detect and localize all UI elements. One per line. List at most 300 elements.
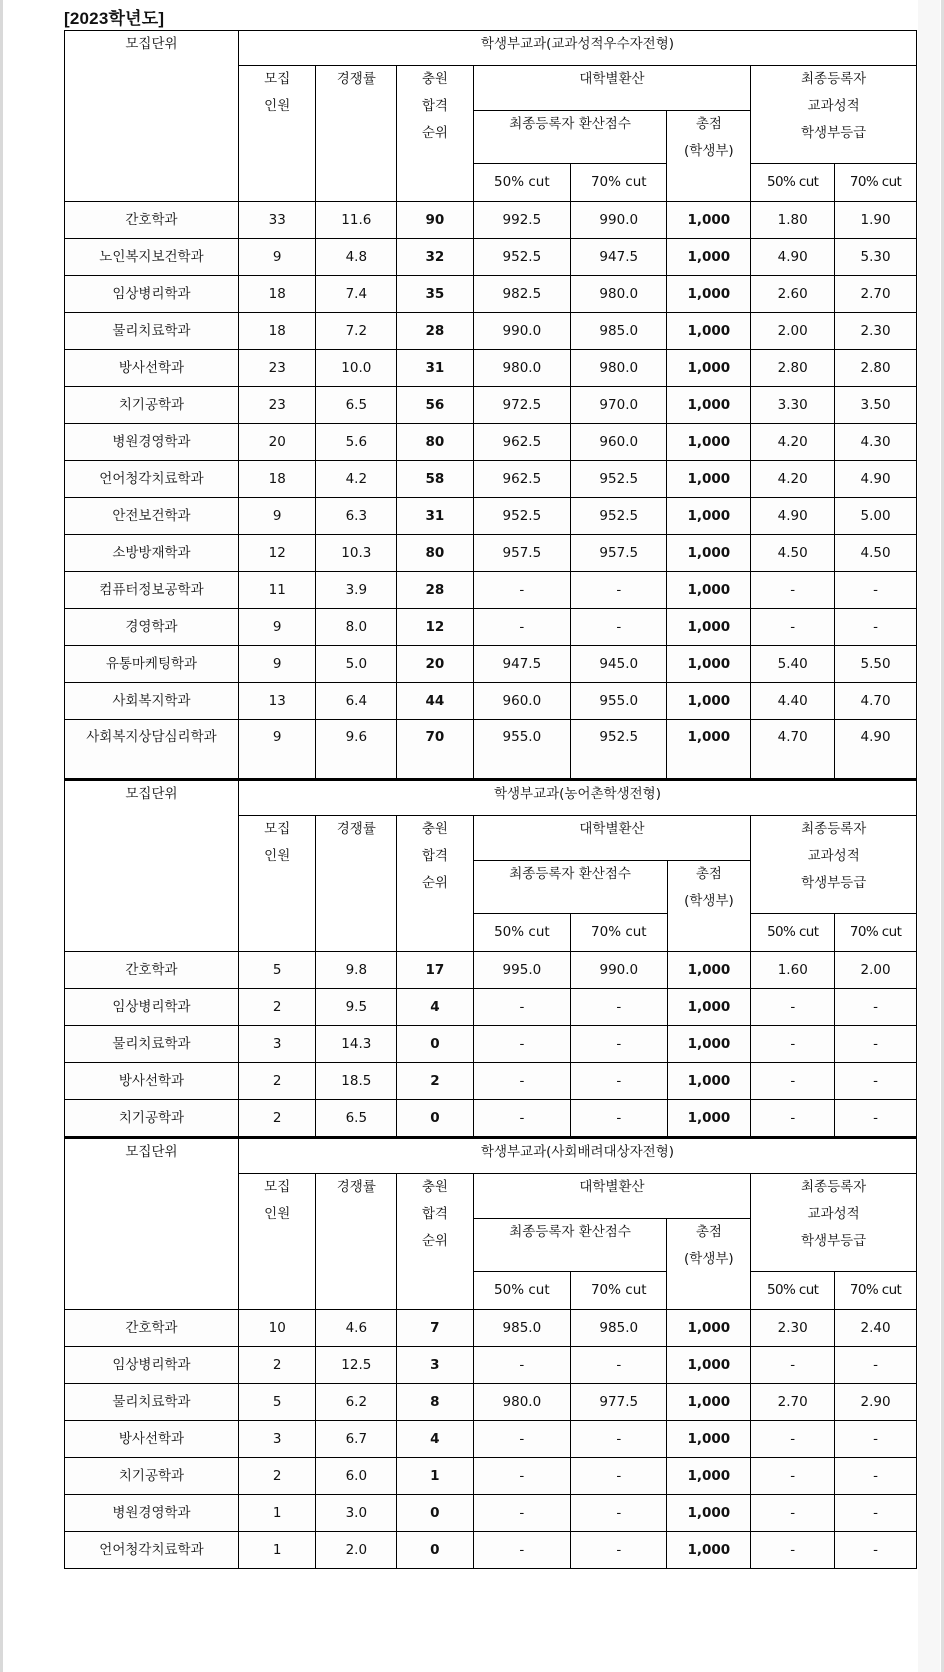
cell-quota: 11 xyxy=(238,572,316,609)
cell-total: 1,000 xyxy=(667,461,751,498)
cell-waitlist-rank: 0 xyxy=(397,1026,473,1063)
cell-waitlist-rank: 20 xyxy=(397,646,473,683)
cell-total: 1,000 xyxy=(667,1384,751,1421)
cell-quota: 9 xyxy=(238,609,316,646)
year-title: [2023학년도] xyxy=(64,9,165,28)
cell-total: 1,000 xyxy=(667,989,751,1026)
cell-quota: 5 xyxy=(238,952,316,989)
cell-total: 1,000 xyxy=(667,1532,751,1569)
cell-grade-cut70: 2.90 xyxy=(835,1384,917,1421)
cell-unit: 소방방재학과 xyxy=(65,535,239,572)
header-total-line2: (학생부) xyxy=(684,1251,734,1267)
header-conv-cut50: 50% cut xyxy=(473,164,570,202)
cell-grade-cut50: - xyxy=(751,989,835,1026)
header-grade-cut50: 50% cut xyxy=(751,164,835,202)
cell-quota: 12 xyxy=(238,535,316,572)
cell-conv-cut70: 952.5 xyxy=(571,498,667,535)
table-row xyxy=(65,424,917,461)
cell-unit: 간호학과 xyxy=(65,202,239,239)
header-conv-cut70: 70% cut xyxy=(571,1272,667,1310)
header-grade-line1: 최종등록자 xyxy=(801,1179,867,1195)
header-total xyxy=(667,1219,751,1310)
cell-waitlist-rank: 28 xyxy=(397,313,473,350)
cell-total: 1,000 xyxy=(667,1347,751,1384)
table-row xyxy=(65,239,917,276)
cell-quota: 9 xyxy=(238,498,316,535)
table-row xyxy=(65,609,917,646)
cell-waitlist-rank: 2 xyxy=(397,1063,473,1100)
cell-conv-cut70: 977.5 xyxy=(571,1384,667,1421)
table-row xyxy=(65,387,917,424)
cell-waitlist-rank: 4 xyxy=(397,989,473,1026)
cell-conv-cut50: 962.5 xyxy=(473,461,570,498)
cell-grade-cut50: - xyxy=(751,1026,835,1063)
cell-total: 1,000 xyxy=(667,720,751,779)
admission-section-table-3 xyxy=(64,1137,917,1569)
cell-total: 1,000 xyxy=(667,646,751,683)
header-grade-line2: 교과성적 xyxy=(807,848,860,864)
section-title: 학생부교과(사회배려대상자전형) xyxy=(238,1138,916,1174)
table-row xyxy=(65,313,917,350)
cell-grade-cut50: 4.90 xyxy=(751,239,835,276)
cell-conv-cut70: - xyxy=(571,989,667,1026)
cell-waitlist-rank: 17 xyxy=(397,952,473,989)
cell-waitlist-rank: 7 xyxy=(397,1310,473,1347)
cell-conv-cut50: 992.5 xyxy=(473,202,570,239)
admission-section-table-1 xyxy=(64,30,917,779)
header-waitlist-line3: 순위 xyxy=(421,125,448,141)
cell-conv-cut50: - xyxy=(473,1532,570,1569)
cell-conv-cut70: 970.0 xyxy=(571,387,667,424)
header-waitlist-line1: 충원 xyxy=(421,1179,448,1195)
cell-competition: 4.6 xyxy=(316,1310,397,1347)
cell-quota: 2 xyxy=(238,1458,316,1495)
header-quota xyxy=(238,1174,316,1310)
cell-conv-cut70: - xyxy=(571,1063,667,1100)
cell-total: 1,000 xyxy=(667,498,751,535)
cell-waitlist-rank: 3 xyxy=(397,1347,473,1384)
cell-grade-cut70: 4.50 xyxy=(835,535,917,572)
cell-conv-cut50: 980.0 xyxy=(473,1384,570,1421)
cell-quota: 33 xyxy=(238,202,316,239)
cell-quota: 18 xyxy=(238,276,316,313)
cell-waitlist-rank: 56 xyxy=(397,387,473,424)
cell-grade-cut50: 4.70 xyxy=(751,720,835,779)
cell-quota: 18 xyxy=(238,461,316,498)
cell-conv-cut50: - xyxy=(473,1458,570,1495)
cell-unit: 안전보건학과 xyxy=(65,498,239,535)
cell-grade-cut70: - xyxy=(835,1495,917,1532)
header-total-line2: (학생부) xyxy=(684,893,734,909)
cell-waitlist-rank: 0 xyxy=(397,1100,473,1137)
cell-unit: 병원경영학과 xyxy=(65,1495,239,1532)
cell-competition: 6.4 xyxy=(316,683,397,720)
cell-competition: 9.8 xyxy=(316,952,397,989)
table-row xyxy=(65,461,917,498)
cell-grade-cut70: 5.50 xyxy=(835,646,917,683)
cell-quota: 3 xyxy=(238,1421,316,1458)
header-competition: 경쟁률 xyxy=(316,1174,397,1310)
cell-unit: 임상병리학과 xyxy=(65,276,239,313)
header-quota-line2: 인원 xyxy=(264,98,291,114)
table-row xyxy=(65,720,917,779)
cell-unit: 유통마케팅학과 xyxy=(65,646,239,683)
cell-conv-cut70: 945.0 xyxy=(571,646,667,683)
cell-grade-cut50: - xyxy=(751,1063,835,1100)
cell-conv-cut50: - xyxy=(473,1026,570,1063)
header-quota-line1: 모집 xyxy=(264,1179,291,1195)
cell-conv-cut50: 960.0 xyxy=(473,683,570,720)
cell-competition: 6.7 xyxy=(316,1421,397,1458)
cell-grade-cut70: 2.70 xyxy=(835,276,917,313)
cell-unit: 물리치료학과 xyxy=(65,1384,239,1421)
header-unit: 모집단위 xyxy=(65,31,239,202)
header-waitlist-line3: 순위 xyxy=(421,1233,448,1249)
cell-conv-cut70: 990.0 xyxy=(571,952,667,989)
cell-total: 1,000 xyxy=(667,572,751,609)
cell-quota: 9 xyxy=(238,239,316,276)
cell-grade-cut70: 5.00 xyxy=(835,498,917,535)
cell-grade-cut50: - xyxy=(751,1421,835,1458)
cell-total: 1,000 xyxy=(667,276,751,313)
cell-grade-cut50: 2.60 xyxy=(751,276,835,313)
table-row xyxy=(65,202,917,239)
cell-total: 1,000 xyxy=(667,1421,751,1458)
header-quota xyxy=(238,816,316,952)
table-row xyxy=(65,646,917,683)
cell-grade-cut70: 2.30 xyxy=(835,313,917,350)
cell-competition: 4.2 xyxy=(316,461,397,498)
cell-conv-cut50: - xyxy=(473,572,570,609)
cell-waitlist-rank: 12 xyxy=(397,609,473,646)
cell-grade-cut50: 1.60 xyxy=(751,952,835,989)
header-grade-line3: 학생부등급 xyxy=(801,875,867,891)
cell-waitlist-rank: 80 xyxy=(397,424,473,461)
cell-total: 1,000 xyxy=(667,350,751,387)
cell-conv-cut50: 957.5 xyxy=(473,535,570,572)
header-unit: 모집단위 xyxy=(65,1138,239,1310)
cell-conv-cut70: 990.0 xyxy=(571,202,667,239)
cell-grade-cut70: - xyxy=(835,1100,917,1137)
cell-waitlist-rank: 4 xyxy=(397,1421,473,1458)
header-conv-cut70: 70% cut xyxy=(571,164,667,202)
cell-grade-cut70: - xyxy=(835,572,917,609)
cell-conv-cut70: 985.0 xyxy=(571,1310,667,1347)
cell-grade-cut70: 4.30 xyxy=(835,424,917,461)
cell-conv-cut70: - xyxy=(571,572,667,609)
cell-total: 1,000 xyxy=(667,683,751,720)
cell-total: 1,000 xyxy=(667,535,751,572)
cell-conv-cut50: 982.5 xyxy=(473,276,570,313)
cell-conv-cut50: 995.0 xyxy=(473,952,570,989)
cell-conv-cut70: - xyxy=(571,1495,667,1532)
header-waitlist-line1: 충원 xyxy=(421,821,448,837)
cell-quota: 1 xyxy=(238,1532,316,1569)
cell-conv-cut50: 952.5 xyxy=(473,498,570,535)
table-row xyxy=(65,1100,917,1137)
cell-total: 1,000 xyxy=(667,239,751,276)
table-row xyxy=(65,1063,917,1100)
cell-conv-cut70: - xyxy=(571,1100,667,1137)
cell-quota: 9 xyxy=(238,720,316,779)
cell-grade-cut70: 2.40 xyxy=(835,1310,917,1347)
cell-waitlist-rank: 0 xyxy=(397,1532,473,1569)
cell-competition: 9.5 xyxy=(316,989,397,1026)
table-row xyxy=(65,952,917,989)
cell-grade-cut70: 1.90 xyxy=(835,202,917,239)
cell-waitlist-rank: 32 xyxy=(397,239,473,276)
cell-unit: 언어청각치료학과 xyxy=(65,1532,239,1569)
table-row xyxy=(65,1026,917,1063)
header-grade xyxy=(751,816,917,914)
cell-unit: 간호학과 xyxy=(65,1310,239,1347)
header-final-conv-score: 최종등록자 환산점수 xyxy=(473,111,667,164)
cell-competition: 3.0 xyxy=(316,1495,397,1532)
cell-quota: 23 xyxy=(238,350,316,387)
cell-waitlist-rank: 8 xyxy=(397,1384,473,1421)
cell-competition: 6.5 xyxy=(316,1100,397,1137)
cell-unit: 물리치료학과 xyxy=(65,313,239,350)
cell-competition: 12.5 xyxy=(316,1347,397,1384)
cell-waitlist-rank: 70 xyxy=(397,720,473,779)
cell-competition: 6.5 xyxy=(316,387,397,424)
table-row xyxy=(65,989,917,1026)
cell-competition: 6.0 xyxy=(316,1458,397,1495)
cell-total: 1,000 xyxy=(667,313,751,350)
cell-conv-cut70: 952.5 xyxy=(571,461,667,498)
section-title: 학생부교과(교과성적우수자전형) xyxy=(238,31,916,66)
header-grade-line1: 최종등록자 xyxy=(801,821,867,837)
cell-total: 1,000 xyxy=(667,609,751,646)
cell-unit: 방사선학과 xyxy=(65,350,239,387)
cell-waitlist-rank: 35 xyxy=(397,276,473,313)
cell-grade-cut70: - xyxy=(835,1347,917,1384)
cell-conv-cut50: - xyxy=(473,609,570,646)
cell-competition: 11.6 xyxy=(316,202,397,239)
table-row xyxy=(65,1532,917,1569)
cell-competition: 2.0 xyxy=(316,1532,397,1569)
cell-grade-cut50: 4.20 xyxy=(751,424,835,461)
cell-total: 1,000 xyxy=(667,387,751,424)
header-competition: 경쟁률 xyxy=(316,66,397,202)
table-row xyxy=(65,350,917,387)
header-grade xyxy=(751,1174,917,1272)
cell-unit: 방사선학과 xyxy=(65,1063,239,1100)
cell-conv-cut70: - xyxy=(571,1026,667,1063)
cell-grade-cut50: - xyxy=(751,1100,835,1137)
cell-total: 1,000 xyxy=(667,1495,751,1532)
header-unit: 모집단위 xyxy=(65,780,239,952)
cell-quota: 5 xyxy=(238,1384,316,1421)
sections-container xyxy=(64,30,917,1569)
cell-total: 1,000 xyxy=(667,1458,751,1495)
cell-grade-cut50: 2.70 xyxy=(751,1384,835,1421)
cell-competition: 4.8 xyxy=(316,239,397,276)
cell-unit: 물리치료학과 xyxy=(65,1026,239,1063)
header-waitlist-line2: 합격 xyxy=(421,98,448,114)
cell-competition: 5.6 xyxy=(316,424,397,461)
cell-competition: 7.2 xyxy=(316,313,397,350)
cell-competition: 10.3 xyxy=(316,535,397,572)
cell-unit: 병원경영학과 xyxy=(65,424,239,461)
cell-quota: 10 xyxy=(238,1310,316,1347)
cell-conv-cut70: 957.5 xyxy=(571,535,667,572)
cell-grade-cut70: 4.90 xyxy=(835,461,917,498)
cell-waitlist-rank: 0 xyxy=(397,1495,473,1532)
cell-unit: 사회복지학과 xyxy=(65,683,239,720)
header-grade-cut70: 70% cut xyxy=(835,164,917,202)
cell-grade-cut50: 4.20 xyxy=(751,461,835,498)
cell-quota: 1 xyxy=(238,1495,316,1532)
cell-total: 1,000 xyxy=(667,202,751,239)
header-waitlist-rank xyxy=(397,1174,473,1310)
header-grade-line3: 학생부등급 xyxy=(801,1233,867,1249)
cell-grade-cut50: 4.40 xyxy=(751,683,835,720)
cell-grade-cut50: - xyxy=(751,609,835,646)
cell-conv-cut50: 990.0 xyxy=(473,313,570,350)
cell-grade-cut50: - xyxy=(751,1495,835,1532)
cell-competition: 6.3 xyxy=(316,498,397,535)
cell-grade-cut50: - xyxy=(751,572,835,609)
cell-grade-cut70: - xyxy=(835,1532,917,1569)
cell-grade-cut70: - xyxy=(835,1026,917,1063)
cell-total: 1,000 xyxy=(667,1100,751,1137)
header-quota-line2: 인원 xyxy=(264,848,291,864)
cell-unit: 언어청각치료학과 xyxy=(65,461,239,498)
cell-unit: 치기공학과 xyxy=(65,1458,239,1495)
cell-grade-cut50: 2.00 xyxy=(751,313,835,350)
cell-grade-cut70: 4.90 xyxy=(835,720,917,779)
header-waitlist-line2: 합격 xyxy=(421,1206,448,1222)
cell-waitlist-rank: 1 xyxy=(397,1458,473,1495)
cell-unit: 경영학과 xyxy=(65,609,239,646)
table-row xyxy=(65,498,917,535)
cell-competition: 14.3 xyxy=(316,1026,397,1063)
cell-conv-cut70: 960.0 xyxy=(571,424,667,461)
cell-competition: 10.0 xyxy=(316,350,397,387)
header-total-line1: 총점 xyxy=(695,866,722,882)
cell-conv-cut50: - xyxy=(473,989,570,1026)
cell-waitlist-rank: 58 xyxy=(397,461,473,498)
cell-conv-cut50: - xyxy=(473,1347,570,1384)
cell-unit: 사회복지상담심리학과 xyxy=(65,720,239,779)
cell-grade-cut50: 4.90 xyxy=(751,498,835,535)
table-row xyxy=(65,1458,917,1495)
cell-conv-cut50: - xyxy=(473,1421,570,1458)
cell-grade-cut70: 5.30 xyxy=(835,239,917,276)
cell-quota: 2 xyxy=(238,1347,316,1384)
cell-conv-cut50: - xyxy=(473,1063,570,1100)
cell-competition: 5.0 xyxy=(316,646,397,683)
cell-conv-cut70: 985.0 xyxy=(571,313,667,350)
cell-grade-cut70: 4.70 xyxy=(835,683,917,720)
cell-unit: 노인복지보건학과 xyxy=(65,239,239,276)
cell-grade-cut50: 5.40 xyxy=(751,646,835,683)
page-right-margin xyxy=(918,0,940,1672)
cell-grade-cut50: 4.50 xyxy=(751,535,835,572)
header-total-line1: 총점 xyxy=(695,116,722,132)
cell-grade-cut70: 2.80 xyxy=(835,350,917,387)
table-row xyxy=(65,535,917,572)
header-grade-line2: 교과성적 xyxy=(807,98,860,114)
cell-waitlist-rank: 31 xyxy=(397,498,473,535)
cell-quota: 2 xyxy=(238,1100,316,1137)
header-conversion: 대학별환산 xyxy=(473,1174,751,1219)
cell-unit: 임상병리학과 xyxy=(65,1347,239,1384)
cell-grade-cut50: 1.80 xyxy=(751,202,835,239)
cell-conv-cut70: 980.0 xyxy=(571,276,667,313)
cell-conv-cut50: 985.0 xyxy=(473,1310,570,1347)
cell-unit: 치기공학과 xyxy=(65,1100,239,1137)
cell-waitlist-rank: 28 xyxy=(397,572,473,609)
cell-grade-cut50: - xyxy=(751,1347,835,1384)
cell-waitlist-rank: 80 xyxy=(397,535,473,572)
header-grade-cut50: 50% cut xyxy=(751,1272,835,1310)
section-title: 학생부교과(농어촌학생전형) xyxy=(238,780,916,816)
cell-conv-cut50: 947.5 xyxy=(473,646,570,683)
table-row xyxy=(65,1347,917,1384)
cell-competition: 7.4 xyxy=(316,276,397,313)
cell-grade-cut70: - xyxy=(835,1421,917,1458)
header-total xyxy=(667,111,751,202)
header-quota-line2: 인원 xyxy=(264,1206,291,1222)
cell-conv-cut50: 952.5 xyxy=(473,239,570,276)
header-quota xyxy=(238,66,316,202)
header-quota-line1: 모집 xyxy=(264,71,291,87)
header-total xyxy=(667,861,751,952)
cell-unit: 컴퓨터정보공학과 xyxy=(65,572,239,609)
cell-grade-cut50: - xyxy=(751,1532,835,1569)
cell-waitlist-rank: 90 xyxy=(397,202,473,239)
header-waitlist-line1: 충원 xyxy=(421,71,448,87)
header-grade-line1: 최종등록자 xyxy=(801,71,867,87)
table-row xyxy=(65,1384,917,1421)
header-total-line2: (학생부) xyxy=(684,143,734,159)
cell-grade-cut50: 2.30 xyxy=(751,1310,835,1347)
table-row xyxy=(65,572,917,609)
cell-quota: 9 xyxy=(238,646,316,683)
header-conversion: 대학별환산 xyxy=(473,66,751,111)
cell-unit: 치기공학과 xyxy=(65,387,239,424)
cell-quota: 20 xyxy=(238,424,316,461)
cell-quota: 23 xyxy=(238,387,316,424)
cell-total: 1,000 xyxy=(667,1310,751,1347)
cell-conv-cut50: 962.5 xyxy=(473,424,570,461)
cell-grade-cut70: - xyxy=(835,989,917,1026)
cell-conv-cut70: 947.5 xyxy=(571,239,667,276)
table-row xyxy=(65,683,917,720)
cell-grade-cut70: - xyxy=(835,1458,917,1495)
header-grade-line3: 학생부등급 xyxy=(801,125,867,141)
cell-conv-cut70: - xyxy=(571,1458,667,1495)
header-waitlist-rank xyxy=(397,66,473,202)
cell-total: 1,000 xyxy=(667,952,751,989)
header-final-conv-score: 최종등록자 환산점수 xyxy=(473,861,667,914)
cell-conv-cut70: 955.0 xyxy=(571,683,667,720)
cell-conv-cut70: - xyxy=(571,1421,667,1458)
header-grade-cut70: 70% cut xyxy=(835,914,917,952)
header-conv-cut70: 70% cut xyxy=(571,914,667,952)
cell-quota: 18 xyxy=(238,313,316,350)
header-waitlist-line2: 합격 xyxy=(421,848,448,864)
header-total-line1: 총점 xyxy=(695,1224,722,1240)
cell-waitlist-rank: 31 xyxy=(397,350,473,387)
header-conversion: 대학별환산 xyxy=(473,816,751,861)
cell-conv-cut50: 955.0 xyxy=(473,720,570,779)
cell-conv-cut50: 972.5 xyxy=(473,387,570,424)
cell-total: 1,000 xyxy=(667,1026,751,1063)
header-grade-line2: 교과성적 xyxy=(807,1206,860,1222)
